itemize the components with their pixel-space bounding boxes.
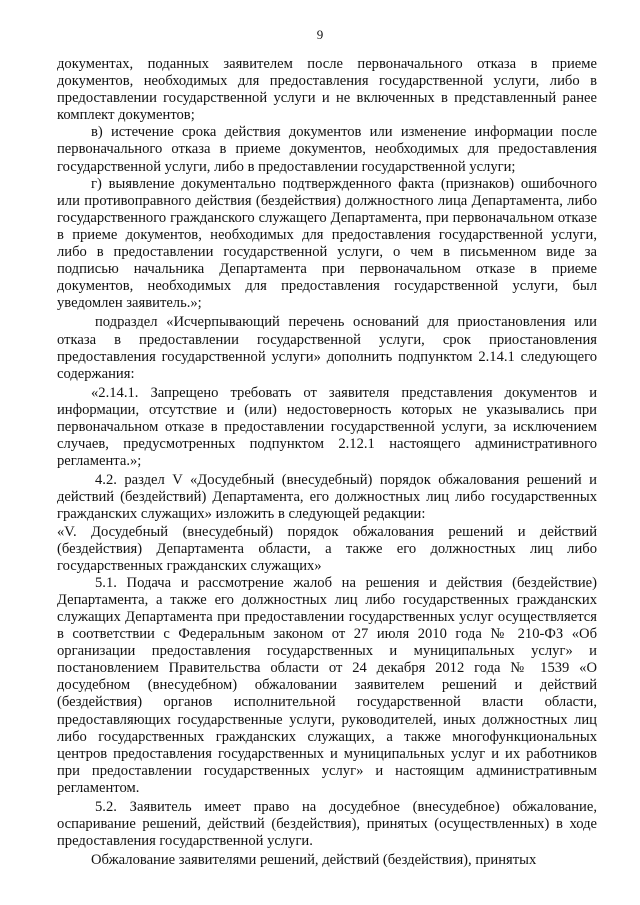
- paragraph-5-2: 5.2. Заявитель имеет право на досудебное (внесудебное) обжалование, оспаривание решений, действий (бездействия), принятых (осуществленных) в ходе предоставления государственной услуги.: [57, 799, 597, 850]
- paragraph-2-14-1: «2.14.1. Запрещено требовать от заявителя представления документов и информации, отсутствие и (или) недостоверность которых не указывались при первоначальном отказе в предоставлении государственной услуги, за исключением случаев, предусмотренных подпунктом 2.12.1 настоящего административного регламента.»;: [57, 384, 597, 470]
- paragraph-item-v: в) истечение срока действия документов или изменение информации после первоначального отказа в приеме документов, необходимых для предоставления государственной услуги, либо в предоставлении государственной услуги;: [57, 124, 597, 175]
- page-number: 9: [316, 27, 324, 42]
- document-body: [57, 56, 597, 869]
- paragraph-appeal-start: Обжалование заявителями решений, действий (бездействия), принятых: [91, 852, 537, 869]
- paragraph-item-g: г) выявление документально подтвержденного факта (признаков) ошибочного или противоправного действия (бездействия) должностного лица Департамента, либо государственного гражданского служащего Департамента, при первоначальном отказе в приеме документов, необходимых для предоставления государственной услуги, либо в предоставлении государственной услуги, о чем в письменном виде за подписью начальника Департамента при первоначальном отказе в приеме документов, необходимых для предоставления государственной услуги, был уведомлен заявитель.»;: [57, 175, 597, 312]
- paragraph-documents-continuation: документах, поданных заявителем после первоначального отказа в приеме документов, необходимых для предоставления государственной услуги, либо в предоставлении государственной услуги и не включенных в представленный ранее комплект документов;: [57, 56, 597, 124]
- paragraph-5-1: 5.1. Подача и рассмотрение жалоб на решения и действия (бездействие) Департамента, а также его должностных лиц либо государственных гражданских служащих Департамента при предоставлении государственных услуг осуществляется в соответствии с Федеральным законом от 27 июля 2010 года № 210-ФЗ «Об организации предоставления государственных и муниципальных услуг» и постановлением Правительства области от 24 декабря 2012 года № 1539 «О досудебном (внесудебном) обжаловании заявителем решений и действий (бездействия) органов исполнительной государственной власти области, предоставляющих государственные услуги, руководителей, иных должностных лиц либо государственных гражданских служащих, а также многофункциональных центров предоставления государственных и муниципальных услуг и их работников при предоставлении государственных услуг» и настоящим административным регламентом.: [57, 574, 597, 796]
- paragraph-subsection-amendment: подраздел «Исчерпывающий перечень оснований для приостановления или отказа в предоставлении государственной услуги, срок приостановления предоставления государственной услуги» дополнить подпунктом 2.14.1 следующего содержания:: [57, 314, 597, 382]
- paragraph-4-2: 4.2. раздел V «Досудебный (внесудебный) порядок обжалования решений и действий (бездействий) Департамента, его должностных лиц либо государственных гражданских служащих» изложить в следующей редакции:: [57, 472, 597, 523]
- paragraph-section-v-title: «V. Досудебный (внесудебный) порядок обжалования решений и действий (бездействия) Департамента области, а также его должностных лиц либо государственных гражданских служащих»: [57, 523, 597, 574]
